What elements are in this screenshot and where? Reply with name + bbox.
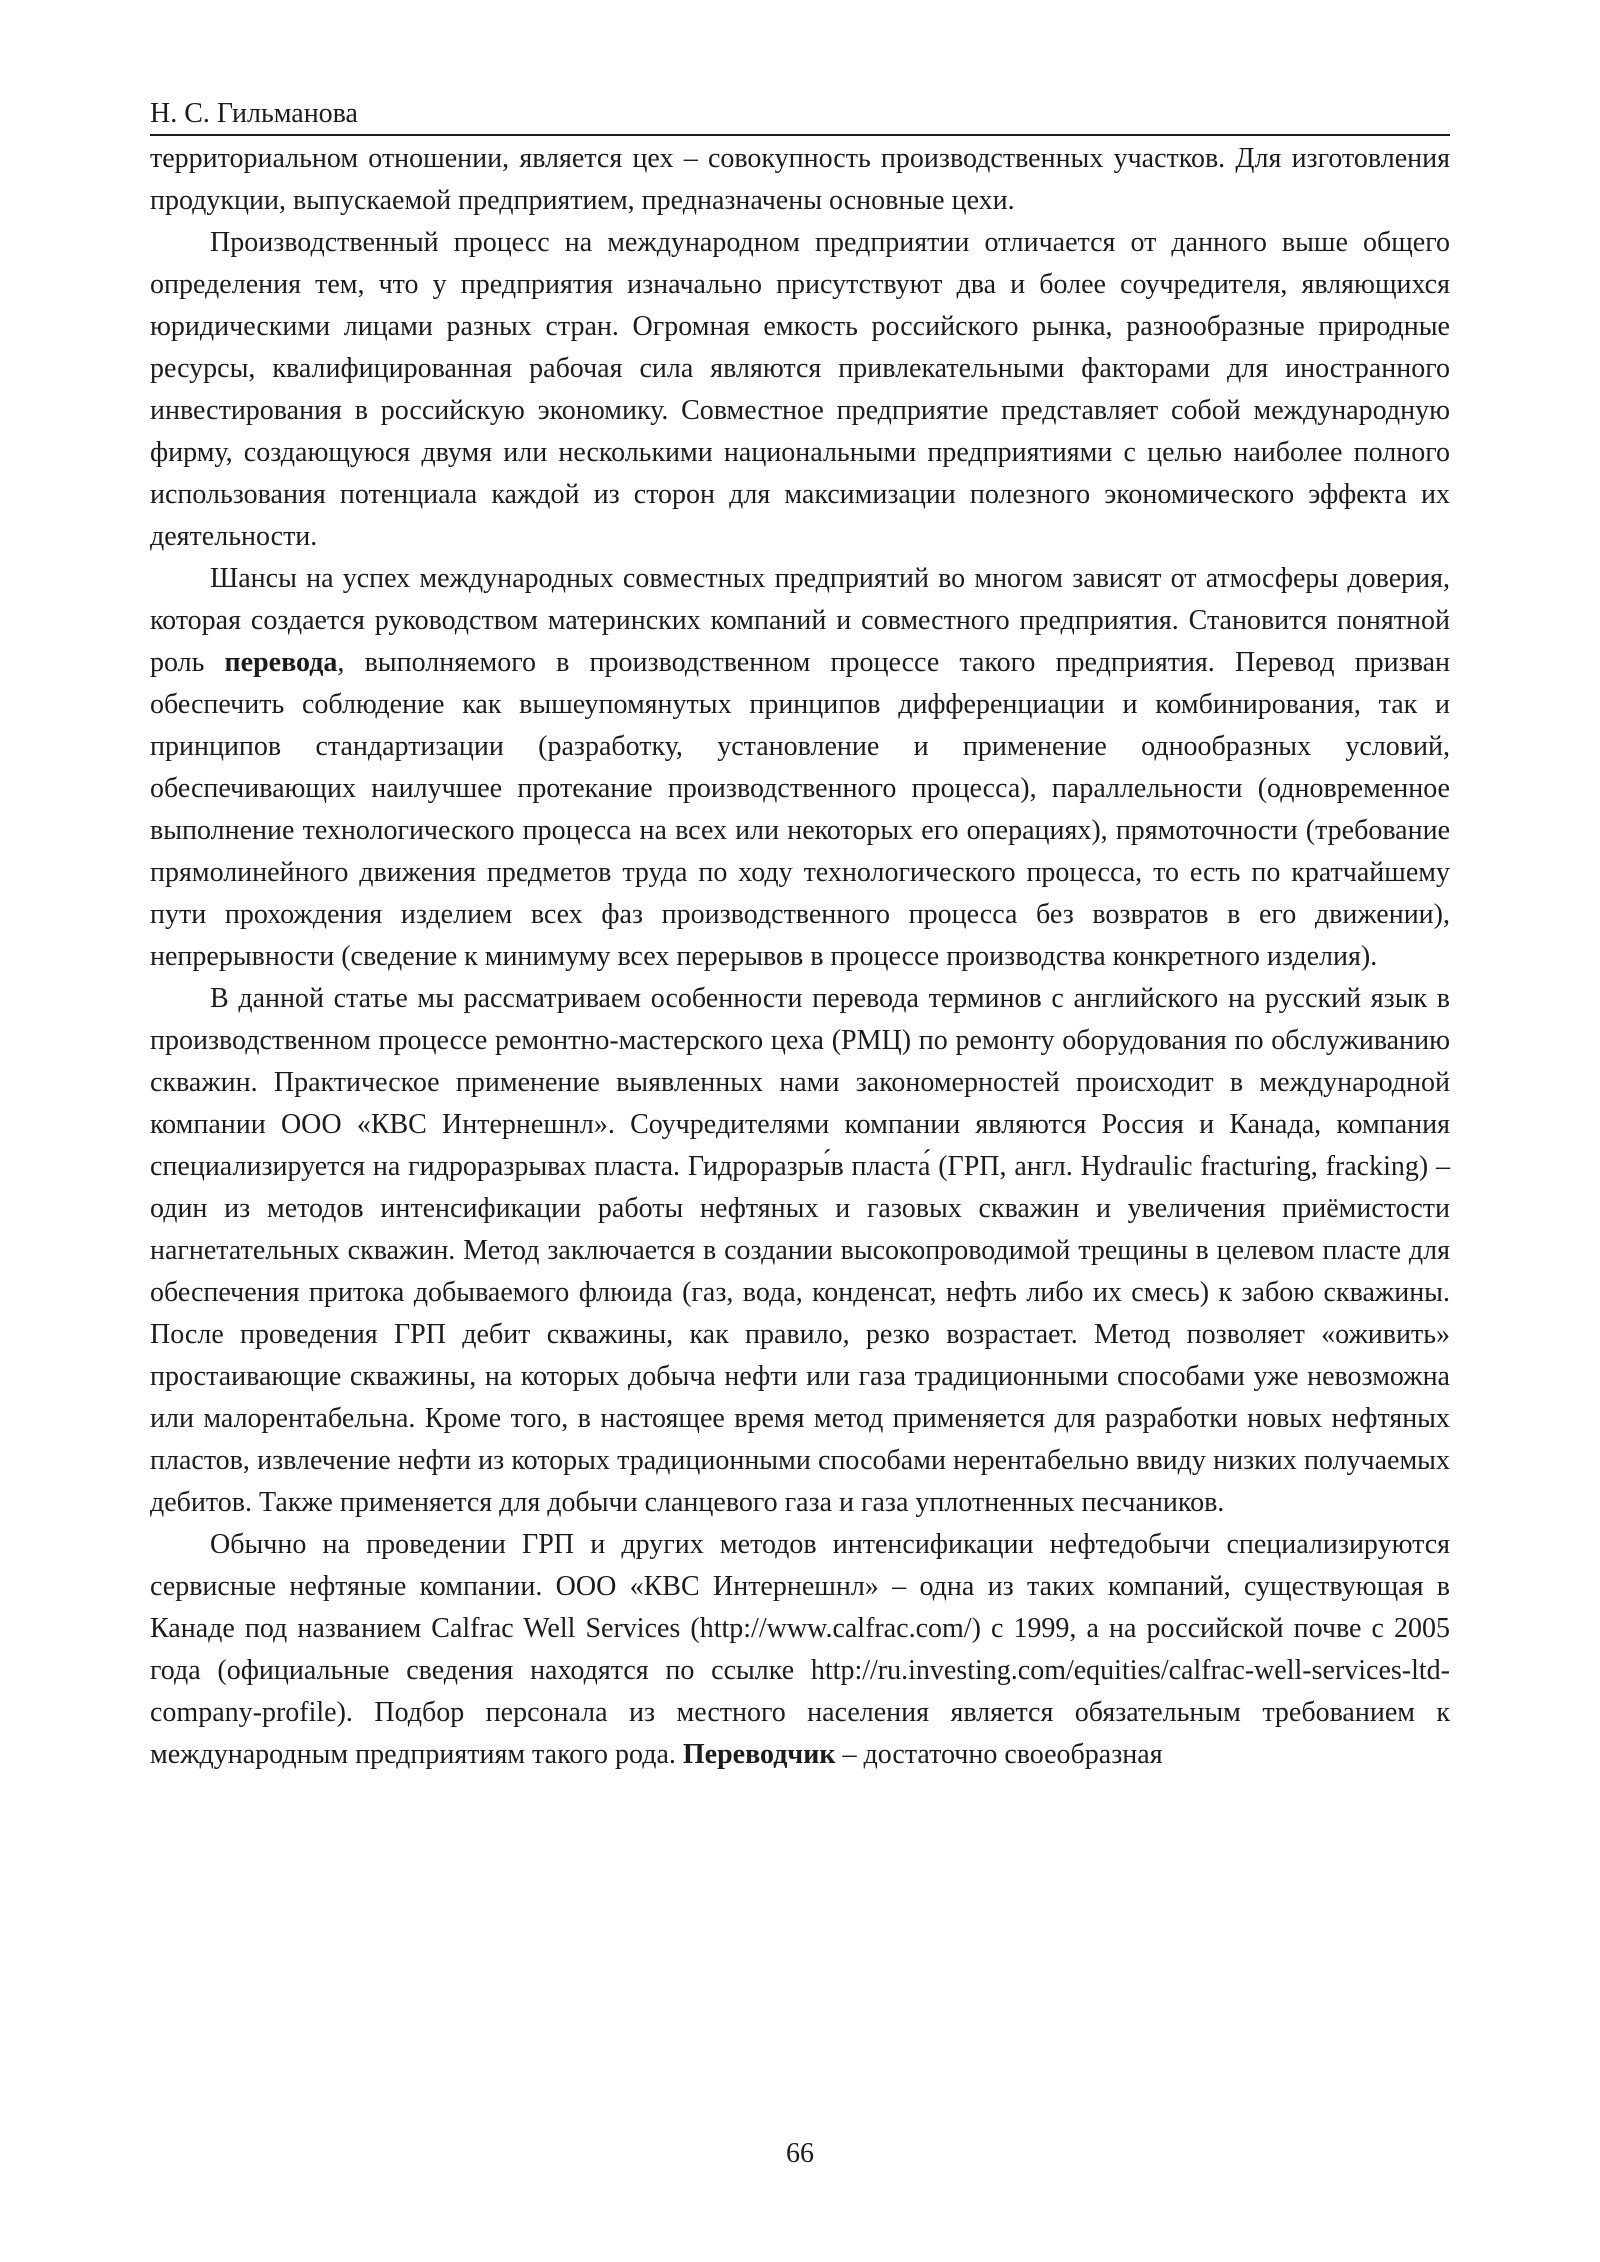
paragraph-5-text-before: Обычно на проведении ГРП и других методов интенсификации нефтедобычи специализируются сервисные нефтяные компании. ООО «КВС Интернешнл» – одна из таких компаний, существующая в Канаде под названием Calfrac Well Services (http://www.calfrac.com/) с 1999, а на российской почве с 2005 года (официальные сведения находятся по ссылке http://ru.investing.com/equities/calfrac-well-services-ltd-company-profile). Подбор персонала из местного населения является обязательным требованием к международным предприятиям такого рода. [150, 1529, 1450, 1770]
paragraph-3-text-before: Шансы на успех международных совместных предприятий во многом зависят от атмосферы доверия, которая создается руководством материнских компаний и совместного предприятия. Становится понятной роль [150, 563, 1450, 678]
paragraph-1-text: территориальном отношении, является цех – совокупность производственных участков. Для изготовления продукции, выпускаемой предприятием, предназначены основные цехи. [150, 143, 1450, 216]
article-body [150, 138, 1450, 1776]
bold-term-perevod: перевода [224, 647, 338, 678]
paragraph-3-text-after: , выполняемого в производственном процессе такого предприятия. Перевод призван обеспечить соблюдение как вышеупомянутых принципов дифференциации и комбинирования, так и принципов стандартизации (разработку, установление и применение однообразных условий, обеспечивающих наилучшее протекание производственного процесса), параллельности (одновременное выполнение технологического процесса на всех или некоторых его операциях), прямоточности (требование прямолинейного движения предметов труда по ходу технологического процесса, то есть по кратчайшему пути прохождения изделием всех фаз производственного процесса без возвратов в его движении), непрерывности (сведение к минимуму всех перерывов в процессе производства конкретного изделия). [150, 647, 1450, 972]
paragraph-4-text: В данной статье мы рассматриваем особенности перевода терминов с английского на русский язык в производственном процессе ремонтно-мастерского цеха (РМЦ) по ремонту оборудования по обслуживанию скважин. Практическое применение выявленных нами закономерностей происходит в международной компании ООО «КВС Интернешнл». Соучредителями компании являются Россия и Канада, компания специализируется на гидроразрывах пласта. Гидроразры́в пласта́ (ГРП, англ. Hydraulic fracturing, fracking) – один из методов интенсификации работы нефтяных и газовых скважин и увеличения приёмистости нагнетательных скважин. Метод заключается в создании высокопроводимой трещины в целевом пласте для обеспечения притока добываемого флюида (газ, вода, конденсат, нефть либо их смесь) к забою скважины. После проведения ГРП дебит скважины, как правило, резко возрастает. Метод позволяет «оживить» простаивающие скважины, на которых добыча нефти или газа традиционными способами уже невозможна или малорентабельна. Кроме того, в настоящее время метод применяется для разработки новых нефтяных пластов, извлечение нефти из которых традиционными способами нерентабельно ввиду низких получаемых дебитов. Также применяется для добычи сланцевого газа и газа уплотненных песчаников. [150, 983, 1450, 1518]
header-author: Н. С. Гильманова [150, 98, 358, 129]
running-header [150, 96, 1450, 136]
paragraph-3 [150, 558, 1450, 978]
bold-term-perevodchik: Переводчик [682, 1739, 836, 1770]
paragraph-2-text: Производственный процесс на международном предприятии отличается от данного выше общего определения тем, что у предприятия изначально присутствуют два и более соучредителя, являющихся юридическими лицами разных стран. Огромная емкость российского рынка, разнообразные природные ресурсы, квалифицированная рабочая сила являются привлекательными факторами для иностранного инвестирования в российскую экономику. Совместное предприятие представляет собой международную фирму, создающуюся двумя или несколькими национальными предприятиями с целью наиболее полного использования потенциала каждой из сторон для максимизации полезного экономического эффекта их деятельности. [150, 227, 1450, 552]
paragraph-5 [150, 1524, 1450, 1776]
paragraph-5-text-after: – достаточно своеобразная [835, 1739, 1163, 1770]
paragraph-4 [150, 978, 1450, 1524]
paragraph-2 [150, 222, 1450, 558]
paragraph-1 [150, 138, 1450, 222]
page-number: 66 [786, 2138, 814, 2169]
